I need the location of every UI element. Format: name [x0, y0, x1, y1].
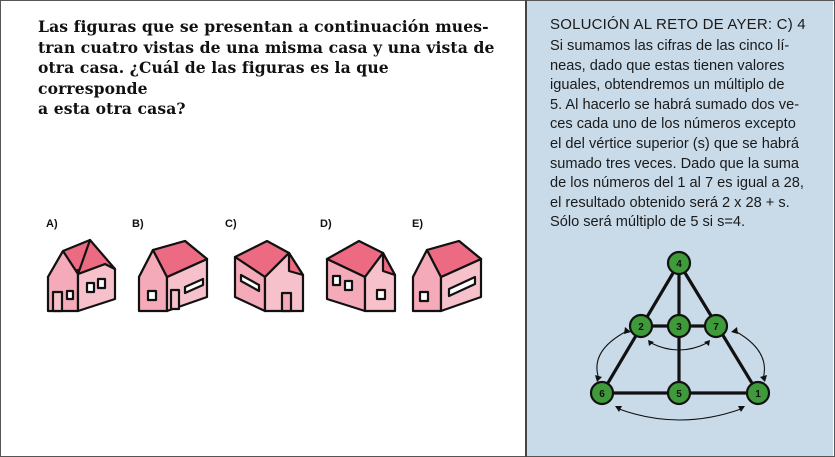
node-center: [668, 315, 690, 337]
option-label-d: D): [320, 218, 332, 230]
question-line: tran cuatro vistas de una misma casa y una vista de: [38, 37, 495, 57]
question-panel: [1, 1, 526, 456]
svg-text:1: 1: [755, 389, 761, 400]
house-d[interactable]: [323, 235, 403, 317]
solution-line: Si sumamos las cifras de las cinco lí-: [550, 38, 790, 54]
svg-text:3: 3: [676, 322, 682, 333]
svg-text:6: 6: [599, 389, 605, 400]
question-line: Las figuras que se presentan a continuación mues-: [38, 17, 489, 36]
node-bottom-right: [747, 382, 769, 404]
node-bottom-left: [591, 382, 613, 404]
option-label-b: B): [132, 218, 144, 230]
node-bottom-center: [668, 382, 690, 404]
node-top: [668, 252, 690, 274]
solution-line: 5. Al hacerlo se habrá sumado dos ve-: [550, 96, 800, 113]
question-text: [38, 17, 498, 120]
question-line: otra casa. ¿Cuál de las figuras es la que corresponde: [38, 58, 389, 98]
node-mid-right: [705, 315, 727, 337]
house-e[interactable]: [409, 235, 489, 317]
solution-line: de los números del 1 al 7 es igual a 28,: [550, 175, 804, 192]
svg-text:2: 2: [638, 322, 644, 333]
house-a[interactable]: [43, 235, 123, 317]
node-mid-left: [630, 315, 652, 337]
solution-panel: [527, 1, 833, 456]
solution-line: neas, dado que estas tienen valores: [550, 57, 785, 74]
solution-line: el resultado obtenido será 2 x 28 + s.: [550, 194, 790, 211]
triangle-diagram: [527, 1, 833, 456]
house-c[interactable]: [229, 235, 309, 317]
solution-line: sumado tres veces. Dado que la suma: [550, 155, 800, 172]
option-label-a: A): [46, 218, 58, 230]
question-line: a esta otra casa?: [38, 99, 186, 118]
option-label-c: C): [225, 218, 237, 230]
solution-line: ces cada uno de los números excepto: [550, 116, 796, 133]
solution-line: iguales, obtendremos un múltiplo de: [550, 77, 785, 94]
house-b[interactable]: [135, 235, 215, 317]
svg-text:4: 4: [676, 259, 682, 270]
solution-title: SOLUCIÓN AL RETO DE AYER: C) 4: [550, 16, 806, 33]
svg-text:7: 7: [713, 322, 719, 333]
svg-text:5: 5: [676, 389, 682, 400]
option-label-e: E): [412, 218, 423, 230]
solution-line: el del vértice superior (s) que se habrá: [550, 135, 800, 152]
solution-line: Sólo será múltiplo de 5 si s=4.: [550, 214, 746, 231]
